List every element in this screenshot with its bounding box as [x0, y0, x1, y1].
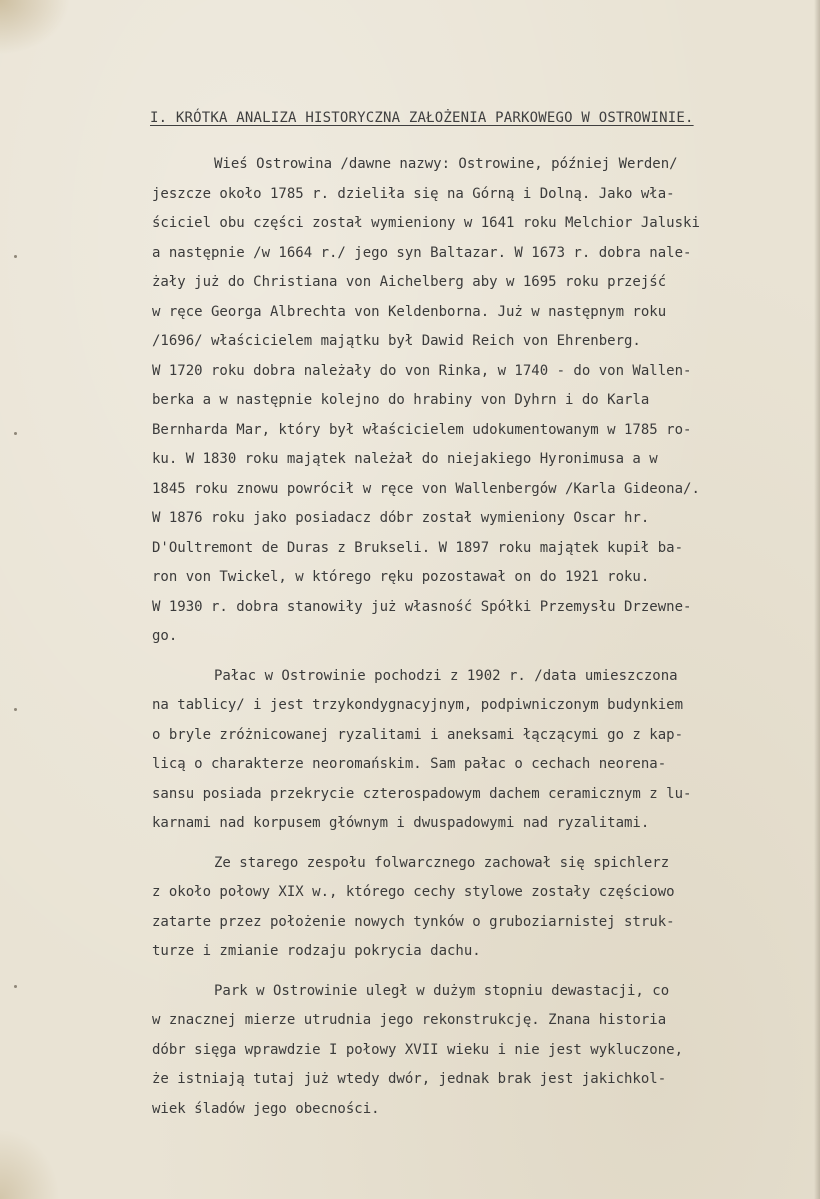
text-line: jeszcze około 1785 r. dzieliła się na Górną i Dolną. Jako wła- [152, 185, 675, 202]
paper-edge-shadow [814, 0, 820, 1199]
text-line: turze i zmianie rodzaju pokrycia dachu. [152, 943, 481, 959]
text-line: ron von Twickel, w którego ręku pozostawał on do 1921 roku. [152, 569, 650, 585]
paper-stain [0, 0, 70, 55]
margin-punch-mark [14, 432, 17, 435]
paragraph-gap [152, 967, 792, 977]
text-line: a następnie /w 1664 r./ jego syn Baltazar. W 1673 r. dobra nale- [152, 244, 692, 261]
text-line: W 1930 r. dobra stanowiły już własność Spółki Przemysłu Drzewne- [152, 598, 692, 615]
text-line: /1696/ właścicielem majątku był Dawid Reich von Ehrenberg. [152, 333, 641, 349]
text-line: W 1876 roku jako posiadacz dóbr został wymieniony Oscar hr. [152, 510, 650, 526]
text-line: o bryle zróżnicowanej ryzalitami i aneksami łączącymi go z kap- [152, 726, 684, 743]
text-line: D'Oultremont de Duras z Brukseli. W 1897 roku majątek kupił ba- [152, 539, 684, 556]
text-line: sansu posiada przekrycie czterospadowym dachem ceramicznym z lu- [152, 785, 692, 802]
text-line: żały już do Christiana von Aichelberg aby w 1695 roku przejść [152, 274, 667, 290]
paragraph-gap [152, 652, 792, 662]
text-line: Bernharda Mar, który był właścicielem udokumentowanym w 1785 ro- [152, 421, 692, 438]
text-line: zatarte przez położenie nowych tynków o gruboziarnistej struk- [152, 913, 675, 930]
text-line: wiek śladów jego obecności. [152, 1100, 380, 1117]
margin-punch-mark [14, 255, 17, 258]
text-line: Ze starego zespołu folwarcznego zachował się spichlerz [214, 854, 670, 871]
paragraph [152, 662, 792, 839]
text-line: Wieś Ostrowina /dawne nazwy: Ostrowine, później Werden/ [214, 156, 678, 172]
paper-stain [0, 1129, 60, 1199]
text-line: Pałac w Ostrowinie pochodzi z 1902 r. /data umieszczona [214, 667, 678, 684]
margin-punch-mark [14, 708, 17, 711]
document-body [152, 150, 792, 1124]
text-line: na tablicy/ i jest trzykondygnacyjnym, podpiwniczonym budynkiem [152, 697, 684, 713]
text-line: ściciel obu części został wymieniony w 1641 roku Melchior Jaluski [152, 215, 700, 231]
text-line: berka a w następnie kolejno do hrabiny von Dyhrn i do Karla [152, 392, 650, 408]
text-line: ku. W 1830 roku majątek należał do niejakiego Hyronimusa a w [152, 451, 658, 467]
text-line: licą o charakterze neoromańskim. Sam pałac o cechach neorena- [152, 756, 667, 772]
document-title: I. KRÓTKA ANALIZA HISTORYCZNA ZAŁOŻENIA PARKOWEGO W OSTROWINIE. [150, 110, 694, 126]
text-line: w znacznej mierze utrudnia jego rekonstrukcję. Znana historia [152, 1012, 667, 1028]
text-line: karnami nad korpusem głównym i dwuspadowymi nad ryzalitami. [152, 815, 650, 831]
text-line: 1845 roku znowu powrócił w ręce von Wallenbergów /Karla Gideona/. [152, 480, 700, 497]
paragraph [152, 977, 792, 1125]
paragraph [152, 150, 792, 652]
text-line: go. [152, 628, 178, 644]
text-line: dóbr sięga wprawdzie I połowy XVII wieku i nie jest wykluczone, [152, 1041, 684, 1058]
text-line: że istniają tutaj już wtedy dwór, jednak brak jest jakichkol- [152, 1071, 667, 1087]
text-line: w ręce Georga Albrechta von Keldenborna. Już w następnym roku [152, 303, 667, 320]
text-line: W 1720 roku dobra należały do von Rinka, w 1740 - do von Wallen- [152, 362, 692, 379]
margin-punch-mark [14, 985, 17, 988]
paragraph [152, 849, 792, 967]
paragraph-gap [152, 839, 792, 849]
text-line: z około połowy XIX w., którego cechy stylowe zostały częściowo [152, 884, 675, 900]
text-line: Park w Ostrowinie uległ w dużym stopniu dewastacji, co [214, 982, 670, 999]
